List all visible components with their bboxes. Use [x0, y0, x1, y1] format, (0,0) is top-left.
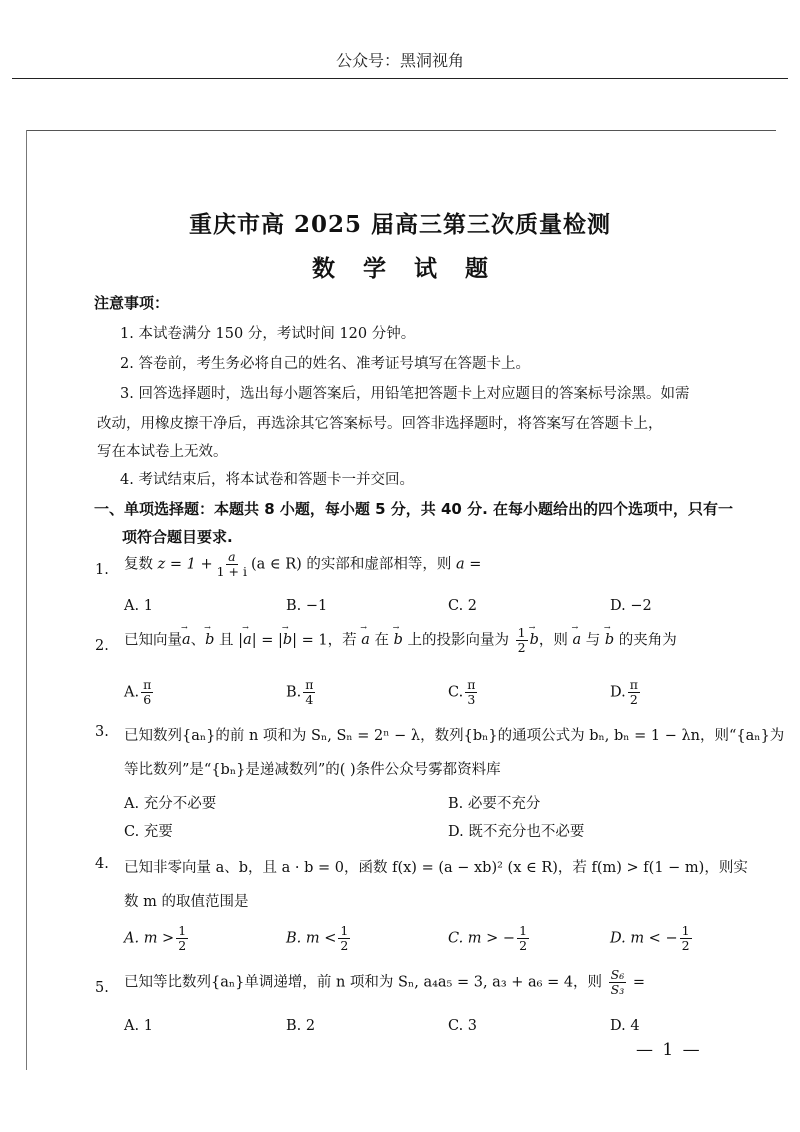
note-item: 4. 考试结束后，将本试卷和答题卡一并交回。 — [120, 472, 414, 488]
fraction: $\frac{1}{2}$ — [517, 625, 526, 655]
question-1-option-a: A. 1 — [124, 598, 153, 614]
note-item: 1. 本试卷满分 150 分，考试时间 120 分钟。 — [120, 326, 416, 342]
question-3-number: 3. — [95, 724, 109, 740]
question-1-number: 1. — [95, 562, 109, 578]
exam-title: 重庆市高 2025 届高三第三次质量检测 — [188, 211, 612, 238]
question-1-option-d: D. −2 — [610, 598, 652, 614]
question-3-text-continued: 等比数列”是“{bₙ}是递减数列”的( )条件公众号雾都资料库 — [124, 762, 501, 778]
question-5-option-b: B. 2 — [286, 1018, 316, 1034]
question-4-option-b: B. m < $\frac{1}{2}$ — [286, 923, 349, 953]
question-2-option-a: A. $\frac{\pi}{6}$ — [124, 677, 152, 707]
section-heading-continued: 项符合题目要求. — [122, 528, 233, 546]
note-item: 2. 答卷前，考生务必将自己的姓名、准考证号填写在答题卡上。 — [120, 356, 530, 372]
page-number: — 1 — — [636, 1040, 702, 1060]
question-2-option-b: B. $\frac{\pi}{4}$ — [286, 677, 314, 707]
note-item: 3. 回答选择题时，选出每小题答案后，用铅笔把答题卡上对应题目的答案标号涂黑。如需 — [120, 386, 690, 402]
question-2-number: 2. — [95, 638, 109, 654]
question-3-text: 已知数列{aₙ}的前 n 项和为 Sₙ, Sₙ = 2ⁿ − λ，数列{bₙ}的通项公式为 bₙ, bₙ = 1 − λn，则“{aₙ}为 — [124, 728, 785, 744]
question-5-option-c: C. 3 — [448, 1018, 478, 1034]
question-3-option-a: A. 充分不必要 — [124, 796, 217, 812]
question-4-number: 4. — [95, 856, 109, 872]
section-heading: 一、单项选择题：本题共 8 小题，每小题 5 分，共 40 分. 在每小题给出的四个选项中，只有一 — [94, 500, 734, 518]
question-2-text: 已知向量→ a、→ b 且 |→ a| = |→ b| = 1，若 → a 在 → b 上的投影向量为 $\frac{1}{2}$ → b，则 → a 与 → b 的夹角为 — [124, 626, 677, 655]
question-3-option-c: C. 充要 — [124, 824, 173, 840]
notes-heading: 注意事项： — [94, 294, 170, 312]
question-4-text-continued: 数 m 的取值范围是 — [124, 894, 249, 910]
question-1-option-b: B. −1 — [286, 598, 328, 614]
question-5-option-d: D. 4 — [610, 1018, 640, 1034]
question-1-option-c: C. 2 — [448, 598, 478, 614]
question-4-text: 已知非零向量 a、b，且 a · b = 0，函数 f(x) = (a − xb)² (x ∈ R)，若 f(m) > f(1 − m)，则实 — [124, 860, 748, 876]
question-5-text: 已知等比数列{aₙ}单调递增，前 n 项和为 Sₙ, a₄a₅ = 3, a₃ + a₆ = 4，则 $\frac{\text{S₆}}{\text{S₃}}$ = — [124, 967, 646, 997]
note-item-continued: 写在本试卷上无效。 — [97, 444, 228, 460]
question-5-option-a: A. 1 — [124, 1018, 153, 1034]
question-3-option-b: B. 必要不充分 — [448, 796, 541, 812]
question-4-option-d: D. m < − $\frac{1}{2}$ — [610, 923, 690, 953]
note-item-continued: 改动，用橡皮擦干净后，再选涂其它答案标号。回答非选择题时，将答案写在答题卡上， — [97, 416, 663, 432]
fraction: $\frac{a}{1 + i}$ — [216, 549, 247, 579]
fraction: $\frac{\text{S₆}}{\text{S₃}}$ — [610, 967, 625, 997]
watermark-text: 公众号：黑洞视角 — [335, 51, 464, 70]
question-1-text: 复数 z = 1 + $\frac{a}{1 + i}$ (a ∈ R) 的实部和虚部相等，则 a = — [124, 549, 482, 579]
header-rule — [12, 78, 788, 79]
exam-subtitle: 数 学 试 题 — [311, 255, 499, 282]
question-4-option-c: C. m > − $\frac{1}{2}$ — [448, 923, 528, 953]
question-4-option-a: A. m > $\frac{1}{2}$ — [124, 923, 187, 953]
question-3-option-d: D. 既不充分也不必要 — [448, 824, 585, 840]
frame-top-border — [26, 130, 776, 131]
question-2-option-d: D. $\frac{\pi}{2}$ — [610, 677, 638, 707]
question-2-option-c: C. $\frac{\pi}{3}$ — [448, 677, 476, 707]
question-5-number: 5. — [95, 980, 109, 996]
